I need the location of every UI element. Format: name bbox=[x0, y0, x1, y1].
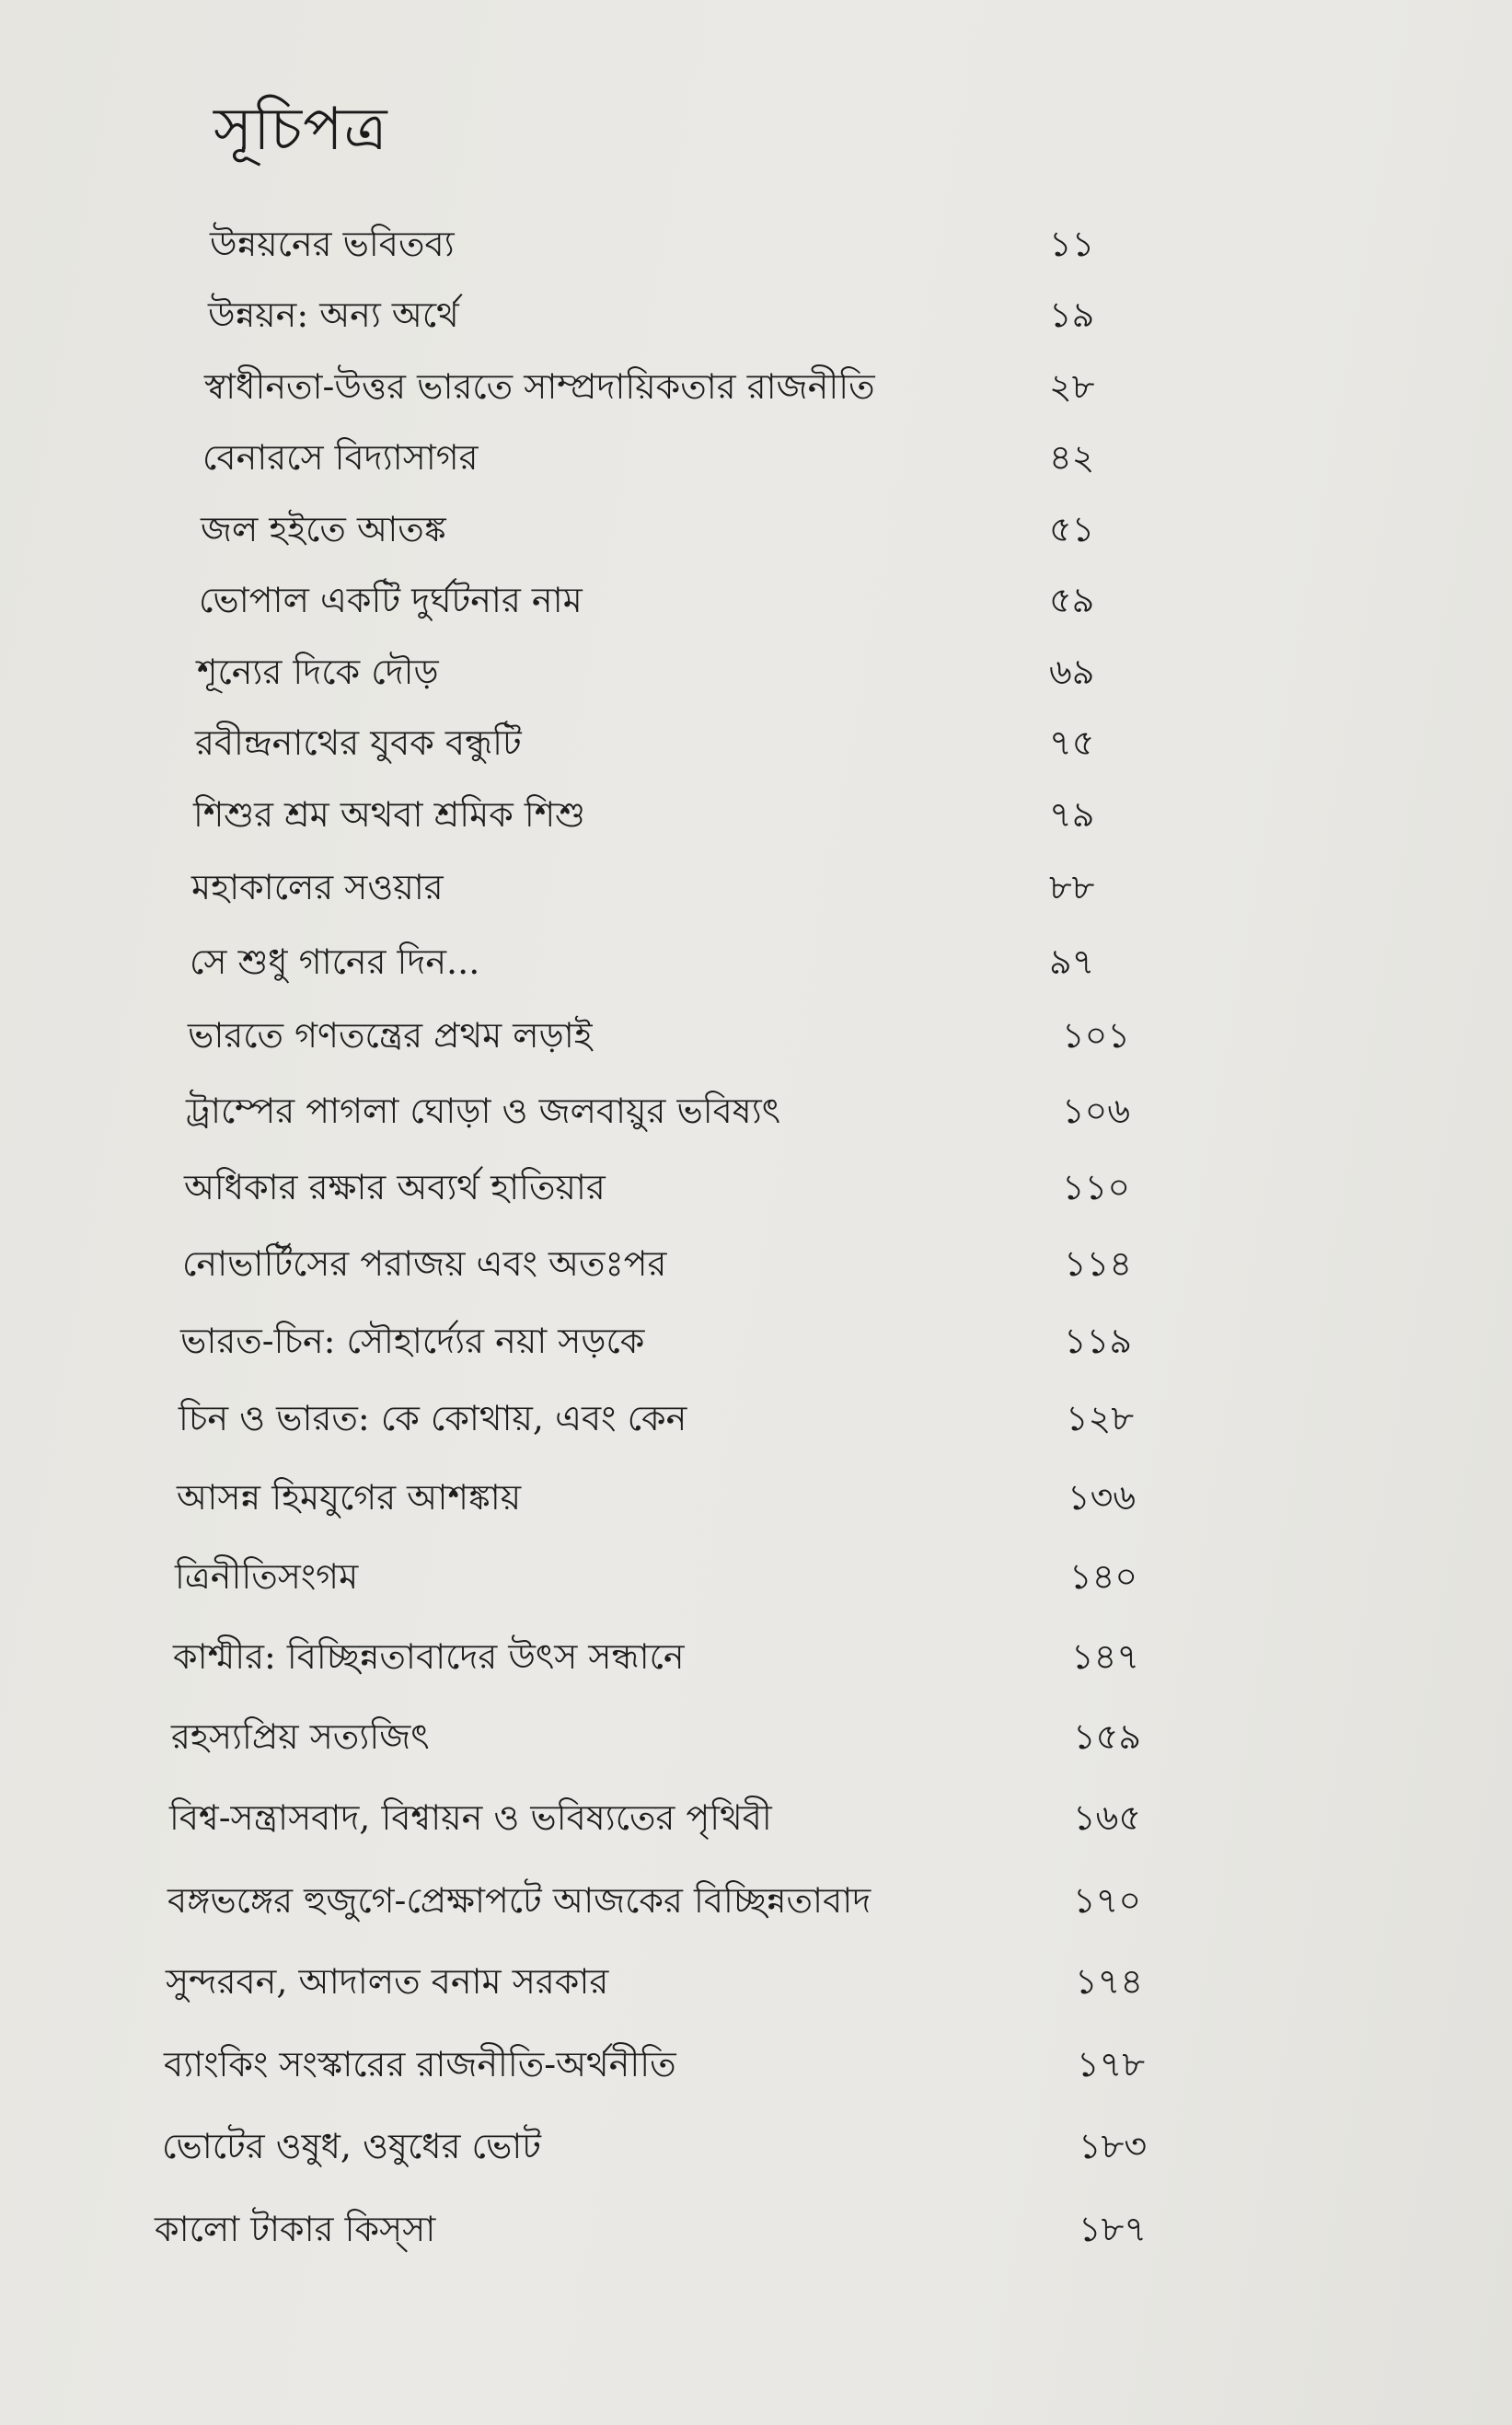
toc-entry-title: স্বাধীনতা-উত্তর ভারতে সাম্প্রদায়িকতার রাজনীতি bbox=[204, 366, 875, 407]
toc-entry-page-number: ১৭৮ bbox=[1077, 2044, 1146, 2084]
toc-entry bbox=[190, 934, 1307, 989]
toc-entry-page-number: ২৮ bbox=[1049, 366, 1095, 407]
toc-entry-page-number: ৭৫ bbox=[1049, 722, 1095, 763]
toc-entry-page-number: ১১০ bbox=[1062, 1167, 1131, 1207]
toc-entry bbox=[188, 1008, 1307, 1063]
toc-entry-title: কালো টাকার কিস্‌সা bbox=[155, 2209, 436, 2249]
toc-entry bbox=[201, 502, 1307, 557]
toc-entry-title: ব্যাংকিং সংস্কারের রাজনীতি-অর্থনীতি bbox=[164, 2044, 676, 2084]
toc-entry bbox=[177, 1470, 1307, 1525]
toc-entry bbox=[184, 1160, 1307, 1215]
toc-entry-page-number: ৭৯ bbox=[1049, 794, 1095, 835]
toc-entry-page-number: ১৯ bbox=[1049, 294, 1095, 335]
toc-entry-page-number: ১৩৬ bbox=[1068, 1477, 1137, 1518]
toc-entry-page-number: ১৭৪ bbox=[1075, 1961, 1144, 2002]
toc-entry bbox=[179, 1391, 1307, 1446]
toc-entry-title: উন্নয়ন: অন্য অর্থে bbox=[208, 294, 459, 335]
toc-entry bbox=[204, 359, 1307, 414]
toc-entry bbox=[180, 1313, 1307, 1368]
toc-entry bbox=[197, 644, 1307, 699]
toc-entry bbox=[173, 1629, 1307, 1684]
toc-entry-page-number: ৪২ bbox=[1049, 437, 1095, 478]
toc-entry bbox=[186, 1083, 1307, 1138]
toc-entry-title: বঙ্গভঙ্গের হুজুগে-প্রেক্ষাপটে আজকের বিচ্ছিন্নতাবাদ bbox=[167, 1880, 871, 1921]
toc-entry bbox=[208, 287, 1307, 342]
toc-entry bbox=[193, 787, 1307, 842]
toc-entry-page-number: ১১৯ bbox=[1064, 1321, 1132, 1361]
toc-entry bbox=[162, 2119, 1307, 2174]
toc-entry-title: সুন্দরবন, আদালত বনাম সরকার bbox=[166, 1961, 609, 2002]
toc-entry-title: ভোটের ওষুধ, ওষুধের ভোট bbox=[162, 2126, 542, 2166]
toc-entry-title: জল হইতে আতঙ্ক bbox=[201, 509, 446, 549]
toc-entry bbox=[195, 715, 1307, 770]
toc-entry-page-number: ৮৮ bbox=[1049, 867, 1095, 907]
toc-entry-title: ভোপাল একটি দুর্ঘটনার নাম bbox=[199, 580, 583, 620]
toc-entry bbox=[202, 430, 1307, 485]
toc-entry-title: শূন্যের দিকে দৌড় bbox=[197, 652, 439, 692]
toc-entry-page-number: ৫৯ bbox=[1049, 580, 1095, 620]
toc-entry-title: সে শুধু গানের দিন... bbox=[190, 941, 480, 982]
toc-entry-page-number: ১৫৯ bbox=[1073, 1716, 1141, 1757]
toc-entry bbox=[182, 1236, 1307, 1291]
toc-entry-page-number: ১৭০ bbox=[1073, 1880, 1142, 1921]
toc-entry-page-number: ১৪০ bbox=[1069, 1556, 1138, 1597]
toc-entry bbox=[175, 1549, 1307, 1604]
toc-entry-title: ট্রাম্পের পাগলা ঘোড়া ও জলবায়ুর ভবিষ্যৎ bbox=[186, 1091, 781, 1131]
toc-entry-title: ত্রিনীতিসংগম bbox=[175, 1556, 359, 1597]
toc-entry-title: কাশ্মীর: বিচ্ছিন্নতাবাদের উৎস সন্ধানে bbox=[173, 1636, 685, 1677]
toc-entry-title: উন্নয়নের ভবিতব্য bbox=[210, 224, 455, 264]
toc-entry bbox=[169, 1790, 1307, 1845]
toc-entry bbox=[210, 216, 1307, 271]
toc-entry-page-number: ১৬৫ bbox=[1073, 1797, 1142, 1838]
toc-entry-title: রবীন্দ্রনাথের যুবক বন্ধুটি bbox=[195, 722, 522, 763]
toc-entry bbox=[155, 2201, 1307, 2257]
toc-entry-title: বেনারসে বিদ্যাসাগর bbox=[202, 437, 479, 478]
toc-entry-page-number: ১০১ bbox=[1062, 1015, 1131, 1056]
toc-entry-title: মহাকালের সওয়ার bbox=[191, 867, 444, 907]
toc-entry bbox=[164, 2037, 1307, 2092]
toc-entry-page-number: ১০৬ bbox=[1062, 1091, 1131, 1131]
toc-entry-page-number: ১২৮ bbox=[1066, 1398, 1135, 1438]
toc-entry-title: রহস্যপ্রিয় সত্যজিৎ bbox=[171, 1716, 430, 1757]
page-title: সূচিপত্র bbox=[214, 96, 388, 164]
toc-entry-page-number: ১৮৭ bbox=[1079, 2209, 1148, 2249]
toc-entry-title: নোভার্টিসের পরাজয় এবং অতঃপর bbox=[182, 1243, 667, 1284]
toc-entry-page-number: ১৮৩ bbox=[1079, 2126, 1148, 2166]
toc-entry bbox=[167, 1873, 1307, 1928]
toc-entry-page-number: ১১৪ bbox=[1064, 1243, 1132, 1284]
toc-entry-title: ভারতে গণতন্ত্রের প্রথম লড়াই bbox=[188, 1015, 593, 1056]
toc-entry-page-number: ৬৯ bbox=[1049, 652, 1095, 692]
toc-entry-title: চিন ও ভারত: কে কোথায়, এবং কেন bbox=[179, 1398, 687, 1438]
toc-entry-page-number: ৯৭ bbox=[1049, 941, 1095, 982]
toc-entry-title: ভারত-চিন: সৌহার্দ্যের নয়া সড়কে bbox=[180, 1321, 645, 1361]
toc-entry-title: আসন্ন হিমযুগের আশঙ্কায় bbox=[177, 1477, 522, 1518]
toc-entry-page-number: ১৪৭ bbox=[1071, 1636, 1140, 1677]
toc-entry bbox=[171, 1709, 1307, 1764]
toc-entry bbox=[199, 572, 1307, 628]
toc-entry bbox=[166, 1954, 1307, 2009]
toc-entry-page-number: ৫১ bbox=[1049, 509, 1095, 549]
toc-entry bbox=[191, 860, 1307, 915]
toc-entry-title: বিশ্ব-সন্ত্রাসবাদ, বিশ্বায়ন ও ভবিষ্যতের পৃথিবী bbox=[169, 1797, 772, 1838]
toc-entry-page-number: ১১ bbox=[1049, 224, 1095, 264]
toc-entry-title: শিশুর শ্রম অথবা শ্রমিক শিশু bbox=[193, 794, 585, 835]
toc-entry-title: অধিকার রক্ষার অব্যর্থ হাতিয়ার bbox=[184, 1167, 606, 1207]
